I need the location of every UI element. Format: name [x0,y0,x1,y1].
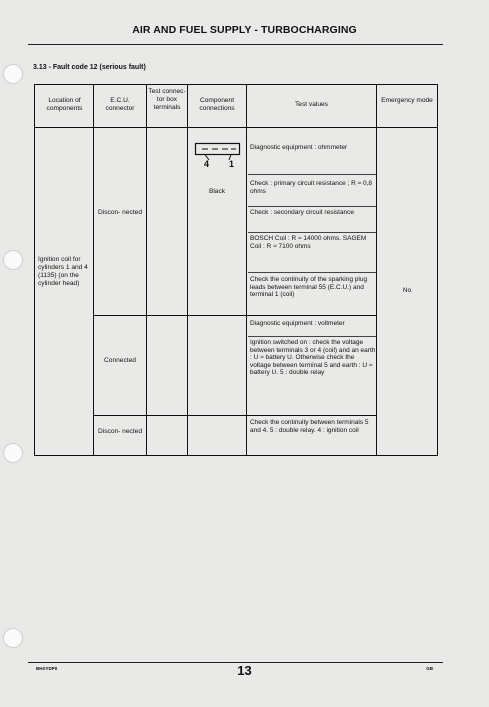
row-divider [93,415,376,416]
punch-hole [3,64,23,84]
connector-icon [194,140,244,182]
header-rule [28,44,443,45]
header-location: Location of components [46,97,83,112]
punch-hole [3,250,23,270]
footer-language: GB [426,666,433,671]
emergency-value: No [402,287,412,294]
footer-code: BHXYDP0 [36,666,58,671]
page-header-title: AIR AND FUEL SUPPLY - TURBOCHARGING [132,24,357,36]
row-divider [93,315,376,316]
pin-left-label: 4 [204,159,210,169]
connector-diagram [194,140,244,182]
punch-hole [3,628,23,648]
header-row-divider [35,127,437,128]
test-value: Check the continuity between terminals 5 and 4. 5 : double relay. 4 : ignition coil [250,419,369,434]
location-text: Ignition coil for cylinders 1 and 4 (1135) (on the cylinder head) [38,256,88,287]
page-number: 13 [237,663,252,678]
ecu-state: Discon- nected [98,428,142,435]
header-test-box: Test connec- tor box terminals [148,88,186,111]
pin-right-label: 1 [229,159,235,169]
test-value: Diagnostic equipment : voltmeter [250,320,345,327]
ecu-state: Discon- nected [98,209,142,216]
test-value: BOSCH Coil : R ≈ 14000 ohms. SAGEM Coil : R ≈ 7100 ohms [250,235,367,250]
test-value: Check : primary circuit resistance ; R ≈ 0,8 ohms [250,180,373,195]
header-ecu: E.C.U. connector [105,97,135,112]
header-component: Component connections [199,97,235,112]
header-test-values: Test values [295,101,328,108]
component-label: Black [208,188,226,195]
test-value: Diagnostic equipment : ohmmeter [250,144,348,151]
header-emergency: Emergency mode [381,97,433,104]
test-value: Check : secondary circuit resistance [250,209,355,216]
section-title: 3.13 - Fault code 12 (serious fault) [33,64,146,71]
ecu-state: Connected [104,357,136,364]
test-value: Check the continuity of the sparking plug leads between terminal 55 (E.C.U.) and terminal 1 (coil) [250,276,368,299]
punch-hole [3,443,23,463]
test-value: Ignition switched on : check the voltage between terminals 3 or 4 (coil) and an earth : U ≈ battery U. Otherwise check the voltage between terminal 5 and earth : U ≈ battery U. 5 : double relay [250,339,376,377]
